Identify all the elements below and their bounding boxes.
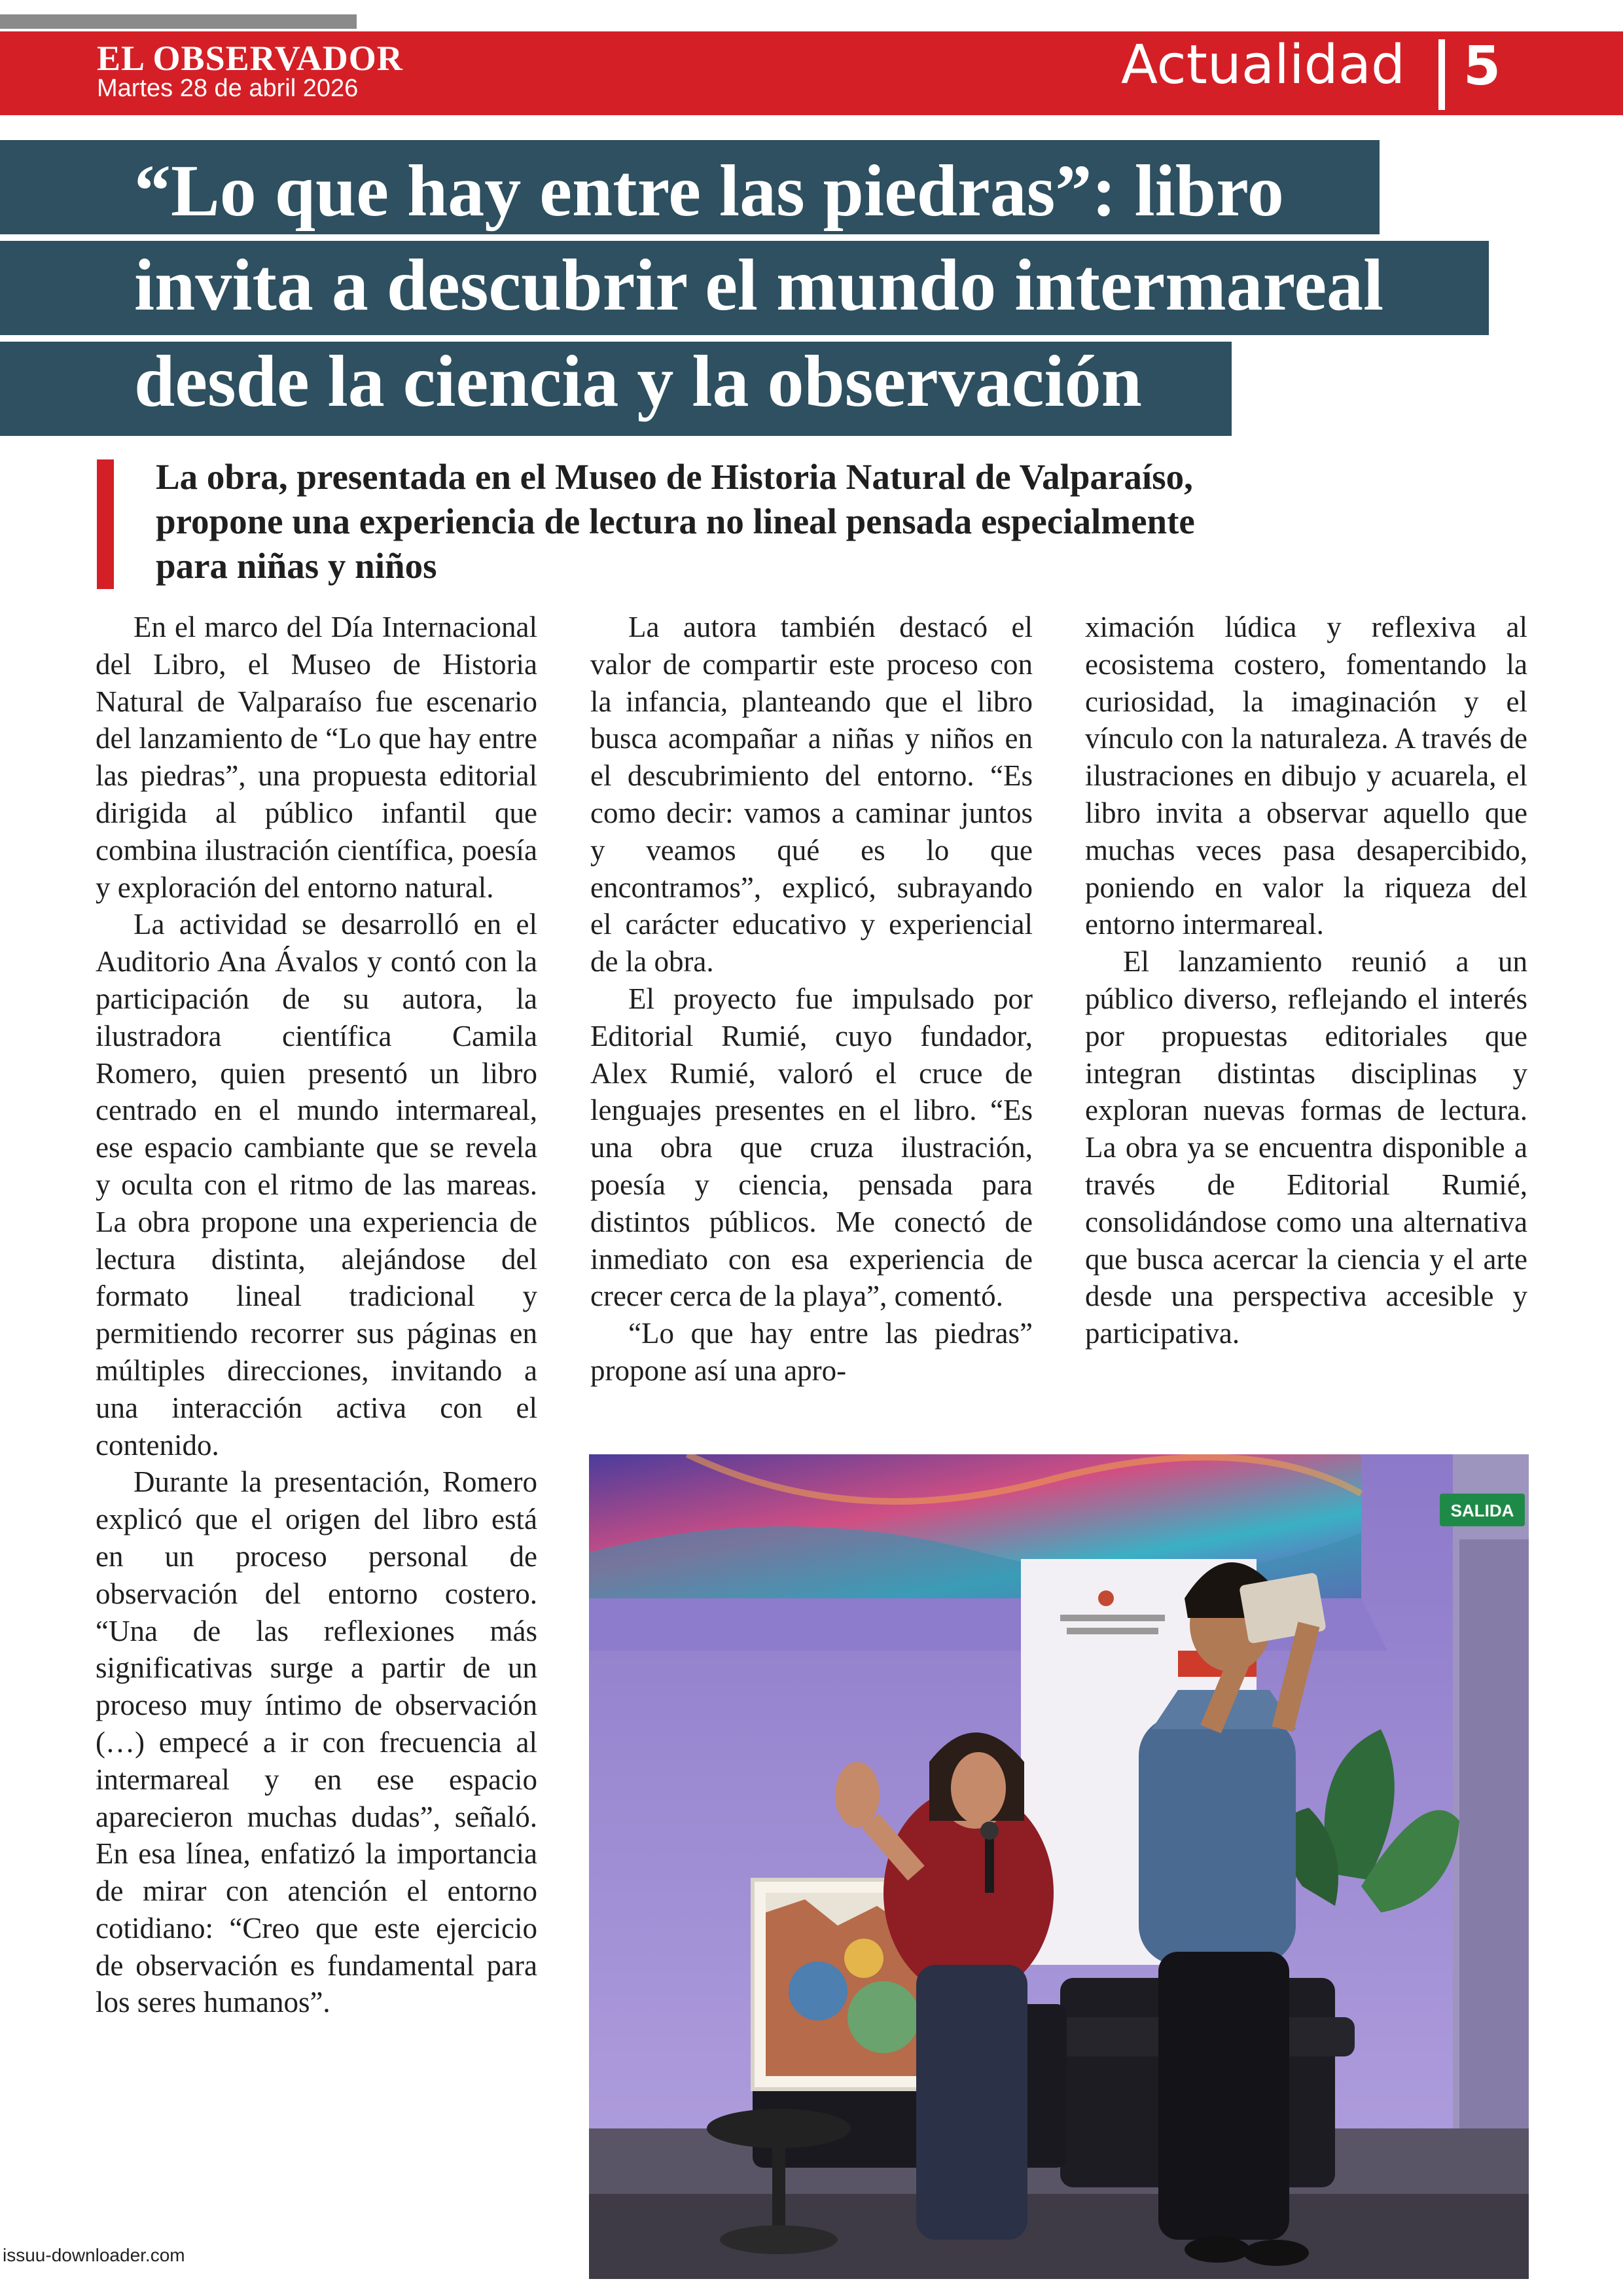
section-divider	[1438, 39, 1445, 110]
deck-accent-bar	[97, 459, 114, 589]
body-column-2	[590, 609, 1033, 1390]
paragraph: El lanzamiento reunió a un público diverso, reflejando el interés por propuestas editoriales que integran distintas disciplinas y exploran nuevas formas de lectura. La obra ya se encuentra disponible a través de Editorial Rumié, consolidándose como una alternativa que busca acercar la ciencia y el arte desde una perspectiva accesible y participativa.	[1085, 945, 1527, 1350]
paragraph: En el marco del Día Internacional del Libro, el Museo de Historia Natural de Valparaíso fue escenario del lanzamiento de “Lo que hay entre las piedras”, una propuesta editorial dirigida al público infantil que combina ilustración científica, poesía y exploración del entorno natural.	[96, 611, 537, 904]
footer-source: issuu-downloader.com	[3, 2245, 185, 2265]
paragraph: “Lo que hay entre las piedras” propone así una apro-	[590, 1317, 1033, 1387]
paragraph: La actividad se desarrolló en el Auditorio Ana Ávalos y contó con la participación de su autora, la ilustradora científica Camila Romero, quien presentó un libro centrado en el mundo intermareal, ese espacio cambiante que se revela y oculta con el ritmo de las mareas. La obra propone una experiencia de lectura distinta, alejándose del formato lineal tradicional y permitiendo recorrer sus páginas en múltiples direcciones, invitando a una interacción activa con el contenido.	[96, 908, 537, 1462]
event-photo	[589, 1454, 1529, 2279]
paragraph: Durante la presentación, Romero explicó que el origen del libro está en un proceso personal de observación del entorno costero. “Una de las reflexiones más significativas surge a partir de un proceso muy íntimo de observación (…) empecé a ir con frecuencia al intermareal y en ese espacio aparecieron muchas dudas”, señaló. En esa línea, enfatizó la importancia de mirar con atención el entorno cotidiano: “Creo que este ejercicio de observación es fundamental para los seres humanos”.	[96, 1465, 537, 2019]
body-column-1	[96, 609, 537, 2021]
publication-name: EL OBSERVADOR	[97, 39, 403, 78]
headline-line-2: invita a descubrir el mundo intermareal	[134, 245, 1384, 326]
page-number: 5	[1463, 35, 1501, 98]
paragraph: El proyecto fue impulsado por Editorial Rumié, cuyo fundador, Alex Rumié, valoró el cruce de lenguajes presentes en el libro. “Es una obra que cruza ilustración, poesía y ciencia, pensada para distintos públicos. Me conectó de inmediato con esa experiencia de crecer cerca de la playa”, comentó.	[590, 982, 1033, 1313]
paragraph: ximación lúdica y reflexiva al ecosistema costero, fomentando la curiosidad, la imaginación y el vínculo con la naturaleza. A través de ilustraciones en dibujo y acuarela, el libro invita a observar aquello que muchas veces pasa desapercibido, poniendo en valor la riqueza del entorno intermareal.	[1085, 611, 1527, 941]
section-label: Actualidad	[1120, 34, 1406, 96]
publication-date: Martes 28 de abril 2026	[97, 75, 359, 102]
top-grey-rule	[0, 14, 357, 29]
paragraph: La autora también destacó el valor de compartir este proceso con la infancia, planteando que el libro busca acompañar a niñas y niños en el descubrimiento del entorno. “Es como decir: vamos a caminar juntos y veamos qué es lo que encontramos”, explicó, subrayando el carácter educativo y experiencial de la obra.	[590, 611, 1033, 978]
headline-line-3: desde la ciencia y la observación	[134, 341, 1142, 422]
exit-sign-label: SALIDA	[1450, 1501, 1514, 1520]
deck-subtitle: La obra, presentada en el Museo de Historia Natural de Valparaíso, propone una experiencia de lectura no lineal pensada especialmente para niñas y niños	[156, 457, 1195, 586]
body-column-3	[1085, 609, 1527, 1352]
headline-line-1: “Lo que hay entre las piedras”: libro	[134, 151, 1284, 232]
